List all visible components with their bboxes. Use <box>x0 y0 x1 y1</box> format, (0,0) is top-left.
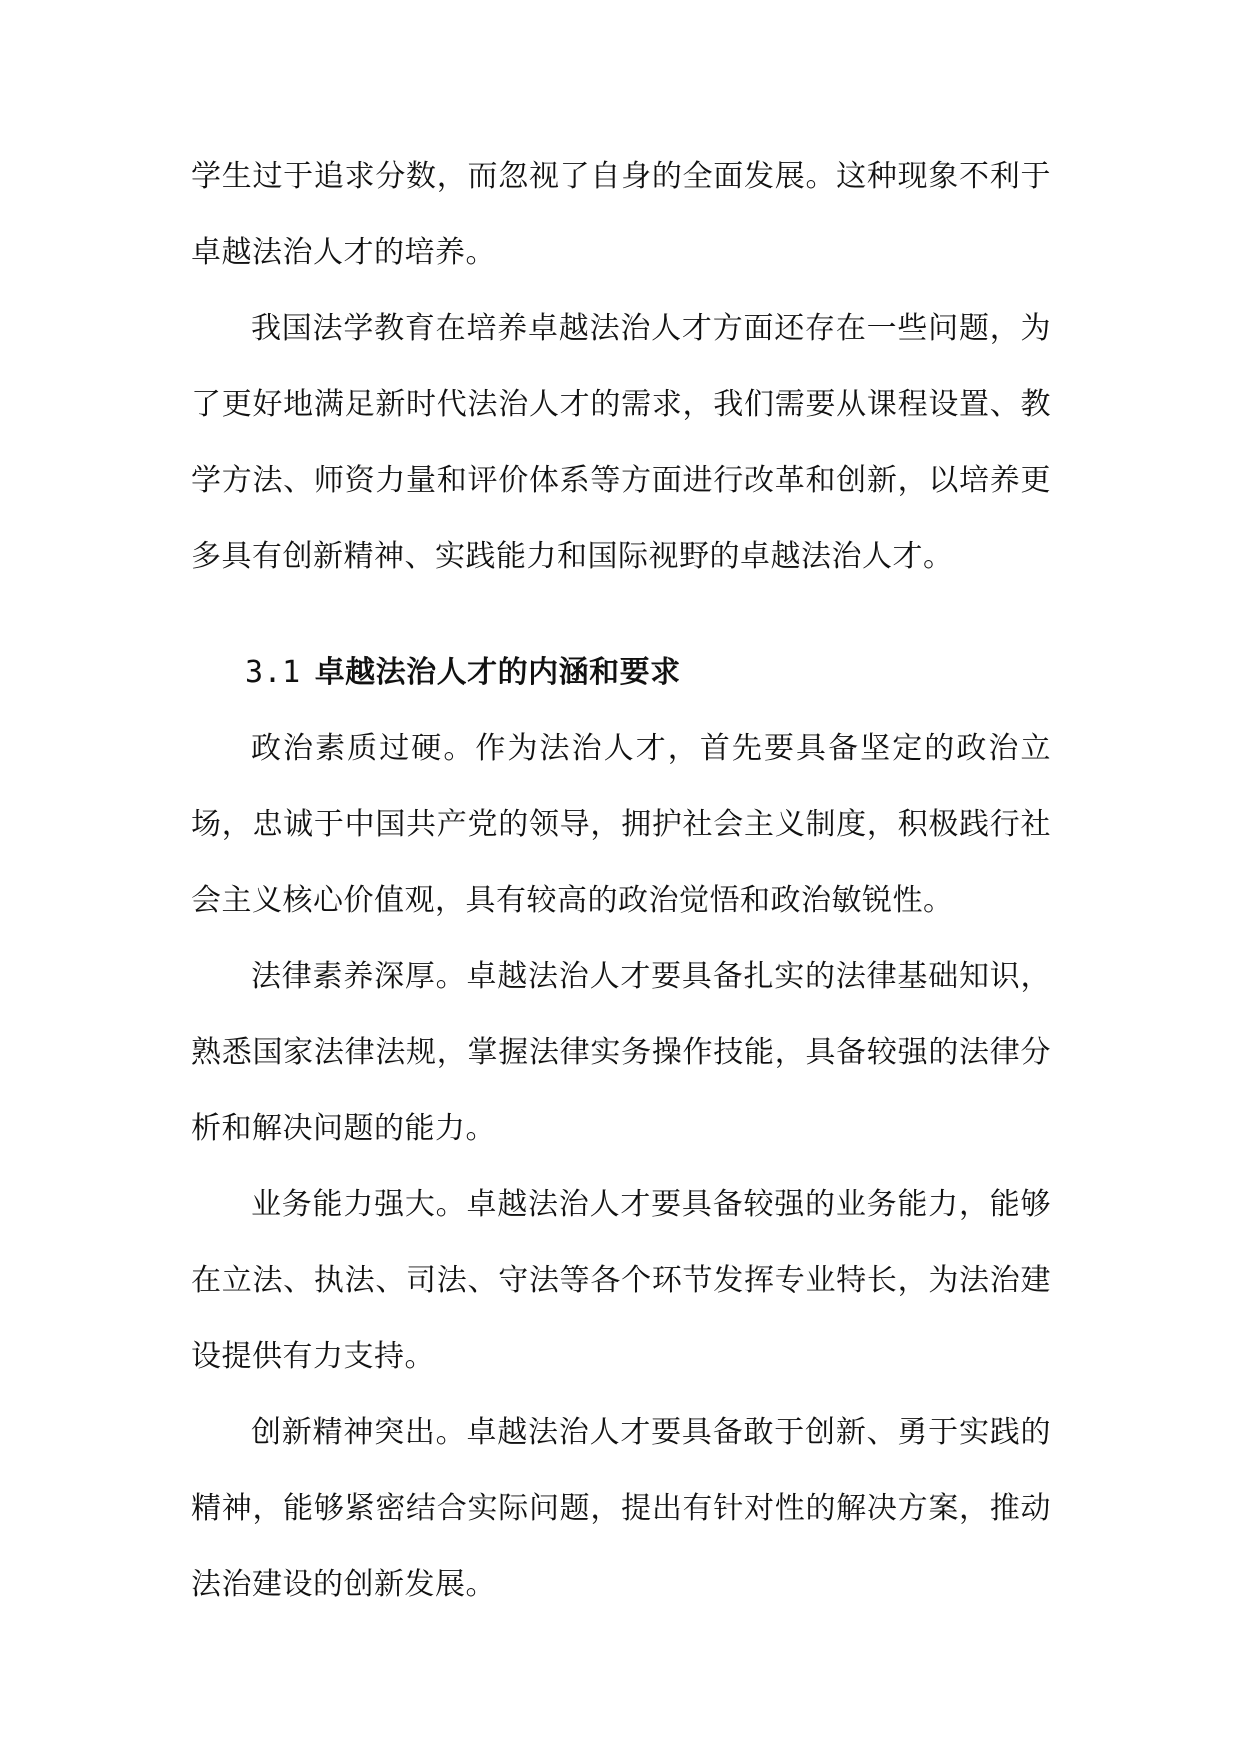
paragraph-legal-literacy: 法律素养深厚。卓越法治人才要具备扎实的法律基础知识，熟悉国家法律法规，掌握法律实务操作技能，具备较强的法律分析和解决问题的能力。 <box>191 959 1051 1146</box>
paragraph-professional-ability: 业务能力强大。卓越法治人才要具备较强的业务能力，能够在立法、执法、司法、守法等各个环节发挥专业特长，为法治建设提供有力支持。 <box>191 1187 1051 1374</box>
paragraph-innovation-spirit: 创新精神突出。卓越法治人才要具备敢于创新、勇于实践的精神，能够紧密结合实际问题，提出有针对性的解决方案，推动法治建设的创新发展。 <box>191 1415 1051 1602</box>
section-title: 卓越法治人才的内涵和要求 <box>314 655 681 690</box>
paragraph-continuation: 学生过于追求分数，而忽视了自身的全面发展。这种现象不利于卓越法治人才的培养。 <box>191 159 1051 270</box>
paragraph-legal-education-issues: 我国法学教育在培养卓越法治人才方面还存在一些问题，为了更好地满足新时代法治人才的需求，我们需要从课程设置、教学方法、师资力量和评价体系等方面进行改革和创新，以培养更多具有创新精神、实践能力和国际视野的卓越法治人才。 <box>191 311 1051 574</box>
section-heading <box>191 635 1051 711</box>
document-body <box>191 139 1051 1623</box>
paragraph-political-quality: 政治素质过硬。作为法治人才，首先要具备坚定的政治立场，忠诚于中国共产党的领导，拥护社会主义制度，积极践行社会主义核心价值观，具有较高的政治觉悟和政治敏锐性。 <box>191 731 1051 918</box>
section-number: 3.1 <box>245 655 301 690</box>
